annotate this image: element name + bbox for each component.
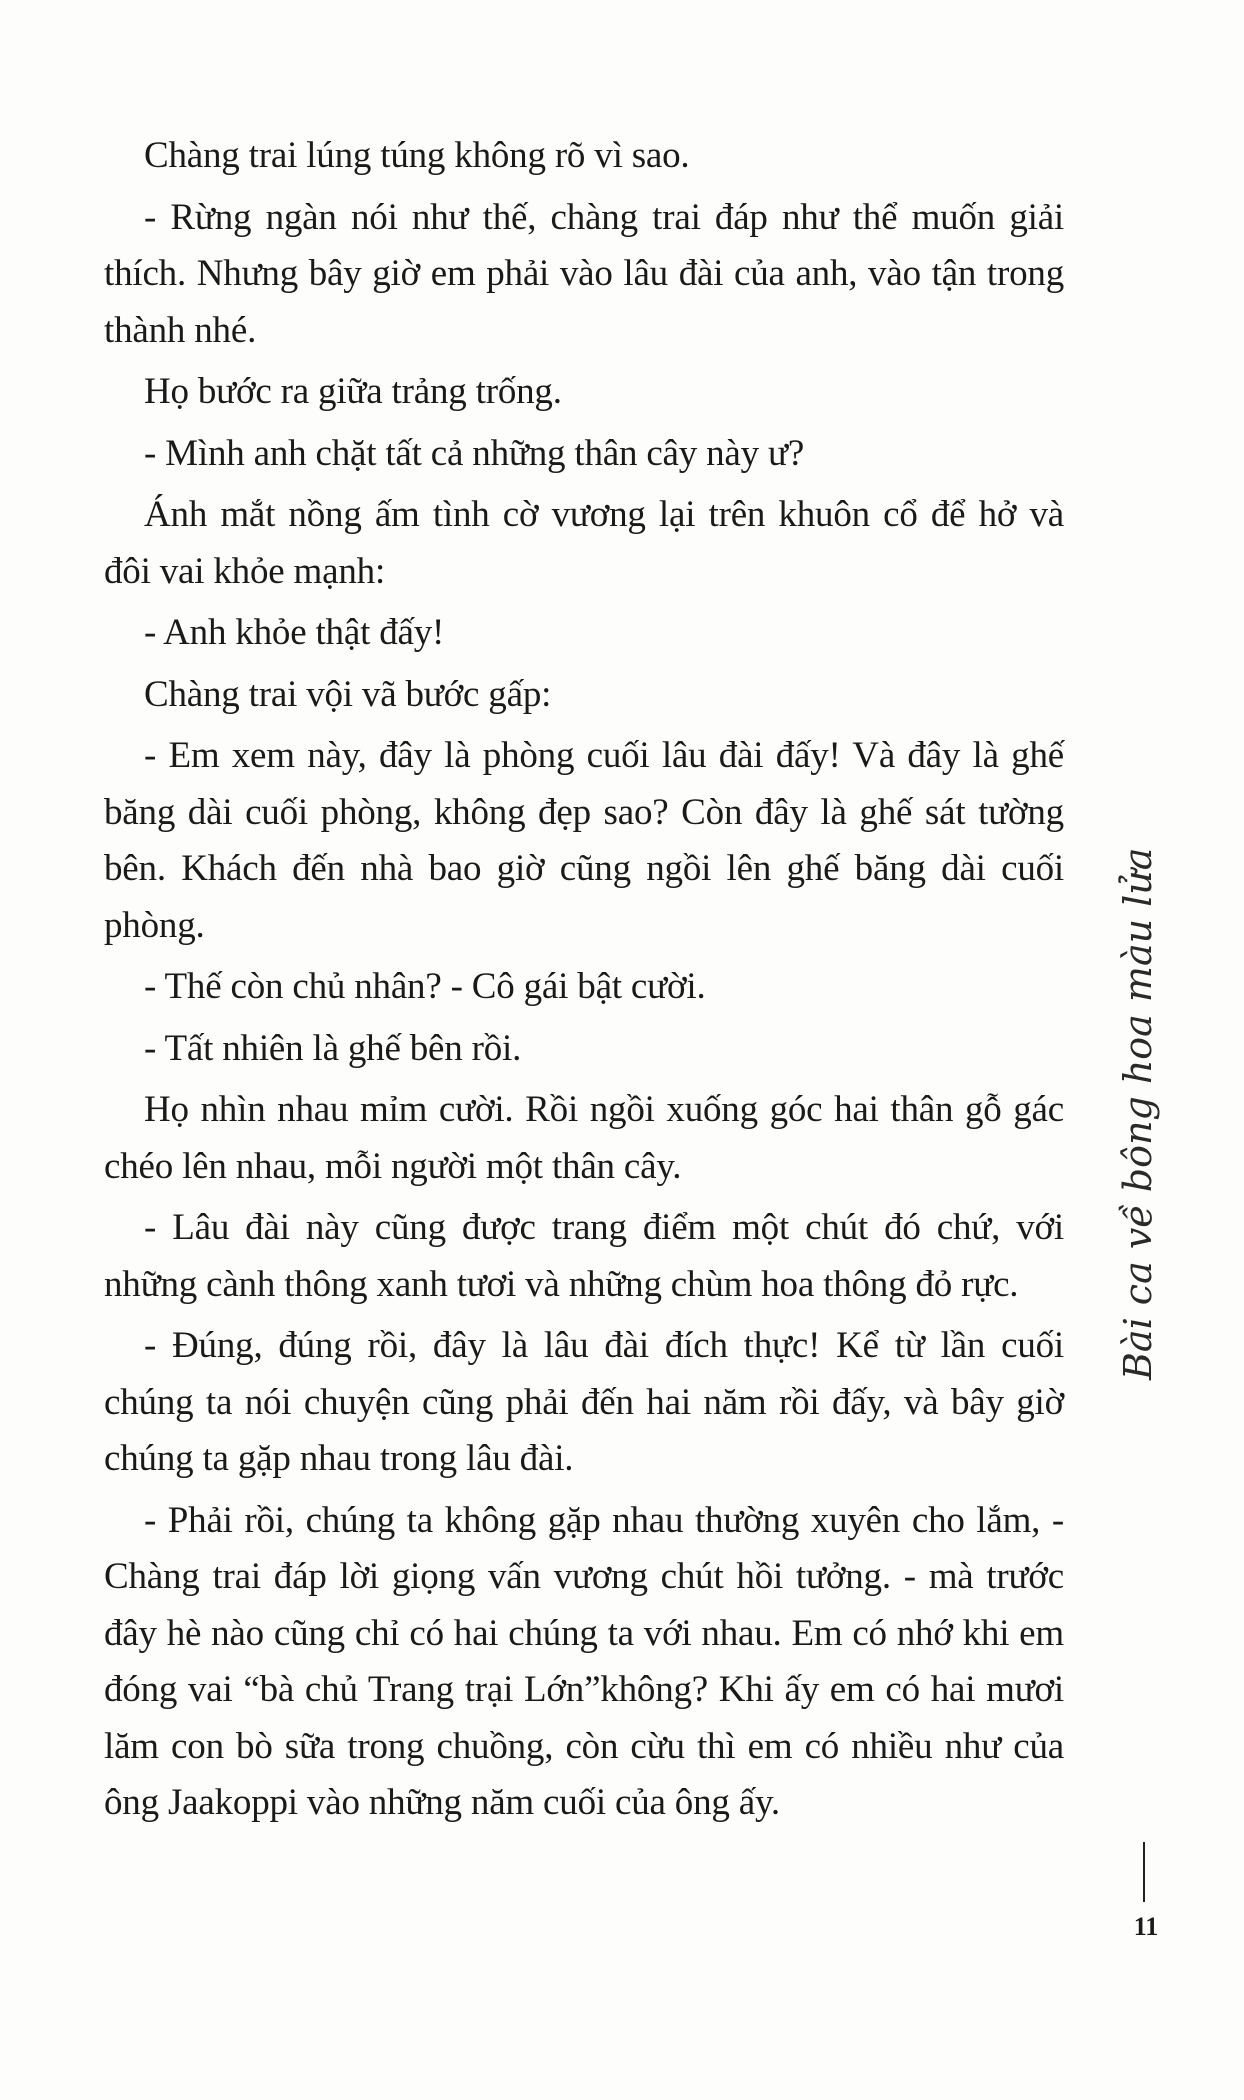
paragraph: - Lâu đài này cũng được trang điểm một chút đó chứ, với những cành thông xanh tươi và những chùm hoa thông đỏ rực.	[104, 1207, 1064, 1305]
paragraph: Chàng trai lúng túng không rõ vì sao.	[144, 135, 690, 176]
paragraph: - Em xem này, đây là phòng cuối lâu đài đấy! Và đây là ghế băng dài cuối phòng, không đẹp sao? Còn đây là ghế sát tường bên. Khách đến nhà bao giờ cũng ngồi lên ghế băng dài cuối phòng.	[104, 735, 1064, 946]
paragraph: - Mình anh chặt tất cả những thân cây này ư?	[144, 432, 805, 474]
running-title: Bài ca về bông hoa màu lửa	[1116, 847, 1160, 1380]
paragraph: Họ bước ra giữa trảng trống.	[144, 371, 562, 412]
body-text	[104, 128, 1064, 1837]
paragraph: Chàng trai vội vã bước gấp:	[144, 673, 552, 715]
paragraph: - Tất nhiên là ghế bên rồi.	[144, 1027, 522, 1069]
paragraph: - Anh khỏe thật đấy!	[144, 612, 445, 653]
paragraph: - Thế còn chủ nhân? - Cô gái bật cười.	[144, 966, 706, 1007]
title-divider	[1143, 1842, 1145, 1902]
paragraph: Ánh mắt nồng ấm tình cờ vương lại trên khuôn cổ để hở và đôi vai khỏe mạnh:	[104, 494, 1064, 592]
paragraph: - Phải rồi, chúng ta không gặp nhau thường xuyên cho lắm, - Chàng trai đáp lời giọng vấn vương chút hồi tưởng. - mà trước đây hè nào cũng chỉ có hai chúng ta với nhau. Em có nhớ khi em đóng vai “bà chủ Trang trại Lớn”không? Khi ấy em có hai mươi lăm con bò sữa trong chuồng, còn cừu thì em có nhiều như của ông Jaakoppi vào những năm cuối của ông ấy.	[104, 1499, 1064, 1823]
paragraph: - Đúng, đúng rồi, đây là lâu đài đích thực! Kể từ lần cuối chúng ta nói chuyện cũng phải đến hai năm rồi đấy, và bây giờ chúng ta gặp nhau trong lâu đài.	[104, 1325, 1064, 1479]
paragraph: - Rừng ngàn nói như thế, chàng trai đáp như thể muốn giải thích. Nhưng bây giờ em phải vào lâu đài của anh, vào tận trong thành nhé.	[104, 196, 1064, 351]
page-number: 11	[1133, 1912, 1159, 1941]
paragraph: Họ nhìn nhau mỉm cười. Rồi ngồi xuống góc hai thân gỗ gác chéo lên nhau, mỗi người một thân cây.	[104, 1089, 1064, 1187]
